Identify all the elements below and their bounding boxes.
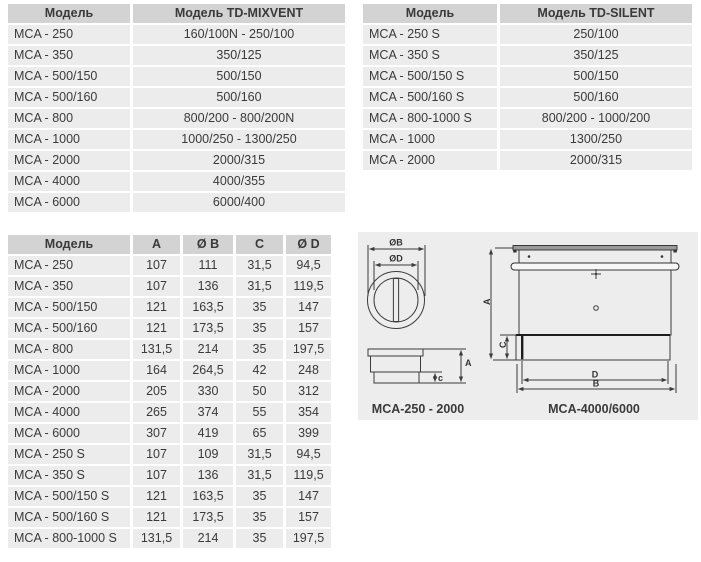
table-cell: 160/100N - 250/100 (133, 25, 345, 44)
table-cell: 2000/315 (133, 151, 345, 170)
column-header: Модель TD-SILENT (500, 4, 692, 23)
table-cell: 107 (133, 256, 180, 275)
table-row (8, 319, 331, 338)
table-row (8, 277, 331, 296)
column-header: Модель TD-MIXVENT (133, 4, 345, 23)
silent-model-table (363, 4, 692, 172)
table-row (8, 445, 331, 464)
table-cell: 147 (286, 298, 331, 317)
table-row (8, 46, 345, 65)
table-row (363, 151, 692, 170)
table-row (8, 256, 331, 275)
hole-mark (594, 306, 599, 311)
dimension-drawing (358, 232, 698, 420)
table-cell: MCA - 250 (8, 256, 130, 275)
column-header: Модель (363, 4, 497, 23)
table-cell: 354 (286, 403, 331, 422)
table-cell: 265 (133, 403, 180, 422)
table-cell: 500/150 (133, 67, 345, 86)
table-cell: MCA - 4000 (8, 403, 130, 422)
rect-unit-drawing (482, 246, 679, 417)
duct-left-edge (521, 336, 523, 359)
table-cell: 173,5 (183, 508, 233, 527)
table-cell: 250/100 (500, 25, 692, 44)
table-row (363, 67, 692, 86)
dim-label-a2: A (482, 298, 492, 305)
table-row (8, 151, 345, 170)
table-cell: MCA - 350 (8, 277, 130, 296)
dim-label-od: ØD (389, 253, 403, 264)
column-header: A (133, 235, 180, 254)
technical-drawing-panel (358, 232, 698, 420)
mixvent-model-table (8, 4, 345, 214)
table-cell: 1000/250 - 1300/250 (133, 130, 345, 149)
table-cell: 121 (133, 319, 180, 338)
dim-label-a: A (465, 358, 472, 368)
table-cell: 1300/250 (500, 130, 692, 149)
table-cell: MCA - 350 S (363, 46, 497, 65)
table-cell: 35 (236, 298, 283, 317)
table-cell: 136 (183, 466, 233, 485)
table-cell: 50 (236, 382, 283, 401)
table-cell: 94,5 (286, 445, 331, 464)
table-cell: MCA - 2000 (363, 151, 497, 170)
table-cell: MCA - 500/150 (8, 298, 130, 317)
table-cell: MCA - 2000 (8, 382, 130, 401)
table-cell: 374 (183, 403, 233, 422)
damper-blade (393, 279, 398, 322)
table-cell: 350/125 (500, 46, 692, 65)
table-cell: MCA - 250 S (363, 25, 497, 44)
table-row (8, 88, 345, 107)
round-damper-drawing (368, 238, 473, 417)
table-cell: 173,5 (183, 319, 233, 338)
table-row (8, 403, 331, 422)
table-cell: MCA - 1000 (8, 130, 130, 149)
bead-band (511, 263, 679, 270)
table-cell: 264,5 (183, 361, 233, 380)
table-cell: MCA - 800 (8, 340, 130, 359)
column-header: Модель (8, 4, 130, 23)
table-row (8, 130, 345, 149)
table-cell: 111 (183, 256, 233, 275)
table-cell: 35 (236, 529, 283, 548)
table-cell: 157 (286, 319, 331, 338)
table-cell: 330 (183, 382, 233, 401)
table-cell: 42 (236, 361, 283, 380)
table-cell: MCA - 6000 (8, 193, 130, 212)
table-cell: 419 (183, 424, 233, 443)
table-row (363, 46, 692, 65)
table-cell: 35 (236, 319, 283, 338)
dim-label-ob: ØB (389, 237, 403, 248)
right-drawing-caption: MCA-4000/6000 (548, 402, 640, 416)
table-cell: 107 (133, 445, 180, 464)
table-row (363, 88, 692, 107)
table-cell: 4000/355 (133, 172, 345, 191)
table-cell: 131,5 (133, 340, 180, 359)
table-cell: 31,5 (236, 445, 283, 464)
table-cell: 107 (133, 277, 180, 296)
table-cell: 109 (183, 445, 233, 464)
table-cell: MCA - 500/160 S (8, 508, 130, 527)
table-cell: MCA - 250 (8, 25, 130, 44)
table-cell: 248 (286, 361, 331, 380)
table-cell: MCA - 6000 (8, 424, 130, 443)
table-cell: 214 (183, 529, 233, 548)
table-cell: 800/200 - 1000/200 (500, 109, 692, 128)
table-cell: MCA - 800-1000 S (8, 529, 130, 548)
dimensions-table (8, 235, 331, 550)
table-row (8, 25, 345, 44)
table-cell: 35 (236, 487, 283, 506)
table-cell: 163,5 (183, 298, 233, 317)
table-cell: MCA - 800-1000 S (363, 109, 497, 128)
table-cell: 500/150 (500, 67, 692, 86)
table-cell: MCA - 500/160 (8, 319, 130, 338)
table-cell: 121 (133, 508, 180, 527)
screw-dot-right (661, 255, 664, 258)
table-cell: 136 (183, 277, 233, 296)
table-cell: 197,5 (286, 529, 331, 548)
table-cell: 6000/400 (133, 193, 345, 212)
header-row (8, 4, 345, 23)
table-cell: 94,5 (286, 256, 331, 275)
dim-label-b: B (592, 378, 600, 389)
table-cell: 107 (133, 466, 180, 485)
column-header: C (236, 235, 283, 254)
table-cell: 2000/315 (500, 151, 692, 170)
table-cell: MCA - 500/160 S (363, 88, 497, 107)
table-cell: 157 (286, 508, 331, 527)
dim-label-c-small: c (438, 373, 444, 383)
table-cell: 55 (236, 403, 283, 422)
table-row (8, 508, 331, 527)
table-row (8, 109, 345, 128)
table-cell: 121 (133, 487, 180, 506)
top-flange-plate (513, 246, 677, 251)
table-cell: 121 (133, 298, 180, 317)
table-cell: 350/125 (133, 46, 345, 65)
flange-side-view (368, 349, 423, 356)
column-header: Модель (8, 235, 130, 254)
table-row (363, 25, 692, 44)
damper-inner-ring (374, 278, 418, 322)
table-cell: 307 (133, 424, 180, 443)
table-row (8, 361, 331, 380)
table-cell: 35 (236, 508, 283, 527)
table-row (8, 424, 331, 443)
upper-body-strip (519, 250, 671, 263)
body-side-view (371, 356, 421, 372)
table-cell: MCA - 350 S (8, 466, 130, 485)
table-cell: 205 (133, 382, 180, 401)
table-cell: 214 (183, 340, 233, 359)
left-drawing-caption: MCA-250 - 2000 (371, 402, 465, 416)
table-cell: 131,5 (133, 529, 180, 548)
table-row (363, 130, 692, 149)
dim-label-d: D (591, 369, 599, 380)
table-cell: 31,5 (236, 277, 283, 296)
dim-label-c: C (498, 341, 508, 348)
table-cell: MCA - 250 S (8, 445, 130, 464)
table-cell: 35 (236, 340, 283, 359)
flange-end-left (513, 250, 516, 253)
table-cell: 500/160 (133, 88, 345, 107)
flange-end-right (673, 250, 676, 253)
screw-dot-left (528, 255, 531, 258)
table-cell: MCA - 2000 (8, 151, 130, 170)
table-row (8, 298, 331, 317)
table-cell: MCA - 800 (8, 109, 130, 128)
table-cell: 197,5 (286, 340, 331, 359)
table-cell: MCA - 350 (8, 46, 130, 65)
table-row (8, 466, 331, 485)
table-cell: 65 (236, 424, 283, 443)
table-row (363, 109, 692, 128)
table-cell: 31,5 (236, 466, 283, 485)
column-header: Ø D (286, 235, 331, 254)
table-cell: 164 (133, 361, 180, 380)
bottom-duct (516, 335, 670, 360)
table-cell: 31,5 (236, 256, 283, 275)
spigot-side-view (374, 372, 419, 383)
table-cell: MCA - 1000 (8, 361, 130, 380)
table-row (8, 340, 331, 359)
table-row (8, 487, 331, 506)
header-row (8, 235, 331, 254)
table-cell: 163,5 (183, 487, 233, 506)
table-cell: 147 (286, 487, 331, 506)
table-cell: 119,5 (286, 277, 331, 296)
table-cell: 399 (286, 424, 331, 443)
table-cell: MCA - 500/150 S (8, 487, 130, 506)
table-row (8, 67, 345, 86)
header-row (363, 4, 692, 23)
table-row (8, 529, 331, 548)
table-cell: 312 (286, 382, 331, 401)
damper-outer-ring (368, 272, 425, 329)
table-row (8, 193, 345, 212)
table-cell: MCA - 500/150 (8, 67, 130, 86)
table-cell: 500/160 (500, 88, 692, 107)
table-cell: MCA - 4000 (8, 172, 130, 191)
table-cell: 119,5 (286, 466, 331, 485)
table-cell: MCA - 500/160 (8, 88, 130, 107)
table-cell: MCA - 500/150 S (363, 67, 497, 86)
table-row (8, 382, 331, 401)
main-body (519, 270, 671, 335)
column-header: Ø B (183, 235, 233, 254)
table-cell: MCA - 1000 (363, 130, 497, 149)
table-cell: 800/200 - 800/200N (133, 109, 345, 128)
table-row (8, 172, 345, 191)
